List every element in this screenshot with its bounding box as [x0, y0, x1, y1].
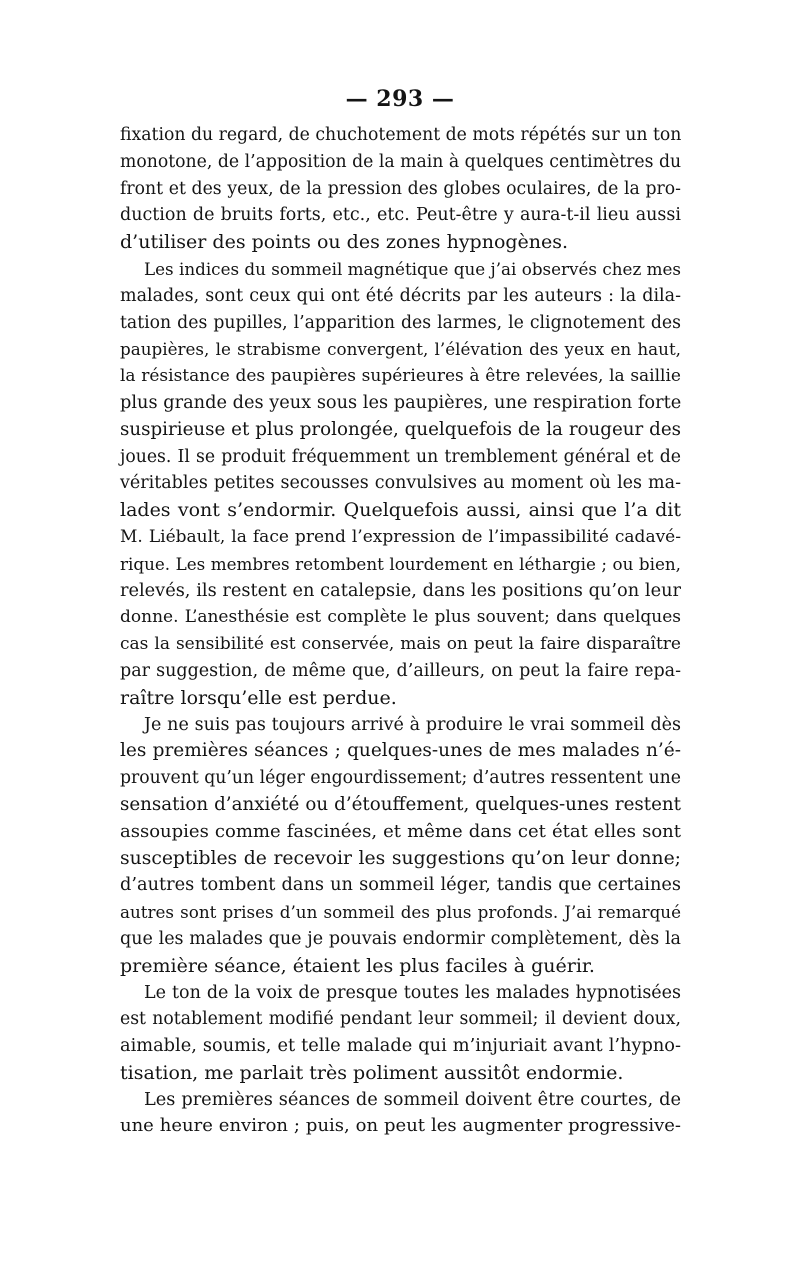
text-line: d’autres tombent dans un sommeil léger, tandis que certaines: [120, 875, 681, 896]
text-line: véritables petites secousses convulsives au moment où les ma-: [120, 473, 681, 494]
text-line: d’utiliser des points ou des zones hypnogènes.: [120, 231, 569, 254]
paragraph-3: [120, 712, 681, 980]
text-line: donne. L’anesthésie est complète le plus souvent; dans quelques: [120, 607, 681, 628]
text-line: lades vont s’endormir. Quelquefois aussi, ainsi que l’a dit: [120, 499, 681, 522]
paragraph-5: [120, 1087, 681, 1141]
text-line: Les indices du sommeil magnétique que j’ai observés chez mes: [144, 258, 681, 279]
text-line: susceptibles de recevoir les suggestions qu’on leur donne;: [120, 847, 681, 869]
text-line: Je ne suis pas toujours arrivé à produire le vrai sommeil dès: [144, 714, 681, 735]
text-line: malades, sont ceux qui ont été décrits par les auteurs : la dila-: [120, 285, 681, 306]
paragraph-4: [120, 980, 681, 1087]
text-line: la résistance des paupières supérieures à être relevées, la saillie: [120, 366, 681, 387]
text-line: rique. Les membres retombent lourdement en léthargie ; ou bien,: [120, 553, 681, 574]
text-line: une heure environ ; puis, on peut les augmenter progressive-: [120, 1115, 681, 1137]
text-line: aimable, soumis, et telle malade qui m’injuriait avant l’hypno-: [120, 1036, 681, 1057]
paragraph-1: [120, 122, 681, 256]
text-line: front et des yeux, de la pression des globes oculaires, de la pro-: [120, 178, 681, 199]
body-text: [120, 122, 681, 1140]
text-line: fixation du regard, de chuchotement de mots répétés sur un ton: [120, 125, 682, 145]
text-line: duction de bruits forts, etc., etc. Peut-être y aura-t-il lieu aussi: [120, 205, 681, 226]
text-line: que les malades que je pouvais endormir complètement, dès la: [120, 928, 681, 949]
text-line: joues. Il se produit fréquemment un tremblement général et de: [120, 446, 681, 467]
text-line: autres sont prises d’un sommeil des plus profonds. J’ai remarqué: [120, 902, 681, 923]
text-line: monotone, de l’apposition de la main à quelques centimètres du: [120, 151, 682, 172]
page-number: — 293 —: [345, 86, 455, 112]
text-line: les premières séances ; quelques-unes de mes malades n’é-: [120, 740, 681, 762]
text-line: par suggestion, de même que, d’ailleurs, on peut la faire repa-: [120, 660, 681, 681]
text-line: M. Liébault, la face prend l’expression de l’impassibilité cadavé-: [120, 526, 681, 547]
text-line: assoupies comme fascinées, et même dans cet état elles sont: [120, 820, 681, 842]
text-line: cas la sensibilité est conservée, mais on peut la faire disparaître: [120, 634, 681, 655]
text-line: plus grande des yeux sous les paupières, une respiration forte: [120, 392, 682, 413]
text-line: sensation d’anxiété ou d’étouffement, quelques-unes restent: [120, 793, 681, 815]
text-line: tation des pupilles, l’apparition des larmes, le clignotement des: [120, 312, 681, 333]
paragraph-2: [120, 256, 681, 712]
text-line: est notablement modifié pendant leur sommeil; il devient doux,: [120, 1009, 681, 1030]
text-line: Les premières séances de sommeil doivent être courtes, de: [144, 1089, 681, 1110]
text-line: Le ton de la voix de presque toutes les malades hypnotisées: [144, 982, 681, 1003]
text-line: première séance, étaient les plus faciles à guérir.: [120, 954, 595, 977]
text-line: paupières, le strabisme convergent, l’élévation des yeux en haut,: [120, 339, 681, 360]
text-line: raître lorsqu’elle est perdue.: [120, 686, 397, 709]
text-line: prouvent qu’un léger engourdissement; d’autres ressentent une: [120, 768, 681, 789]
text-line: suspirieuse et plus prolongée, quelquefois de la rougeur des: [120, 418, 681, 440]
text-line: tisation, me parlait très poliment aussitôt endormie.: [120, 1061, 624, 1084]
text-line: relevés, ils restent en catalepsie, dans les positions qu’on leur: [120, 580, 681, 601]
